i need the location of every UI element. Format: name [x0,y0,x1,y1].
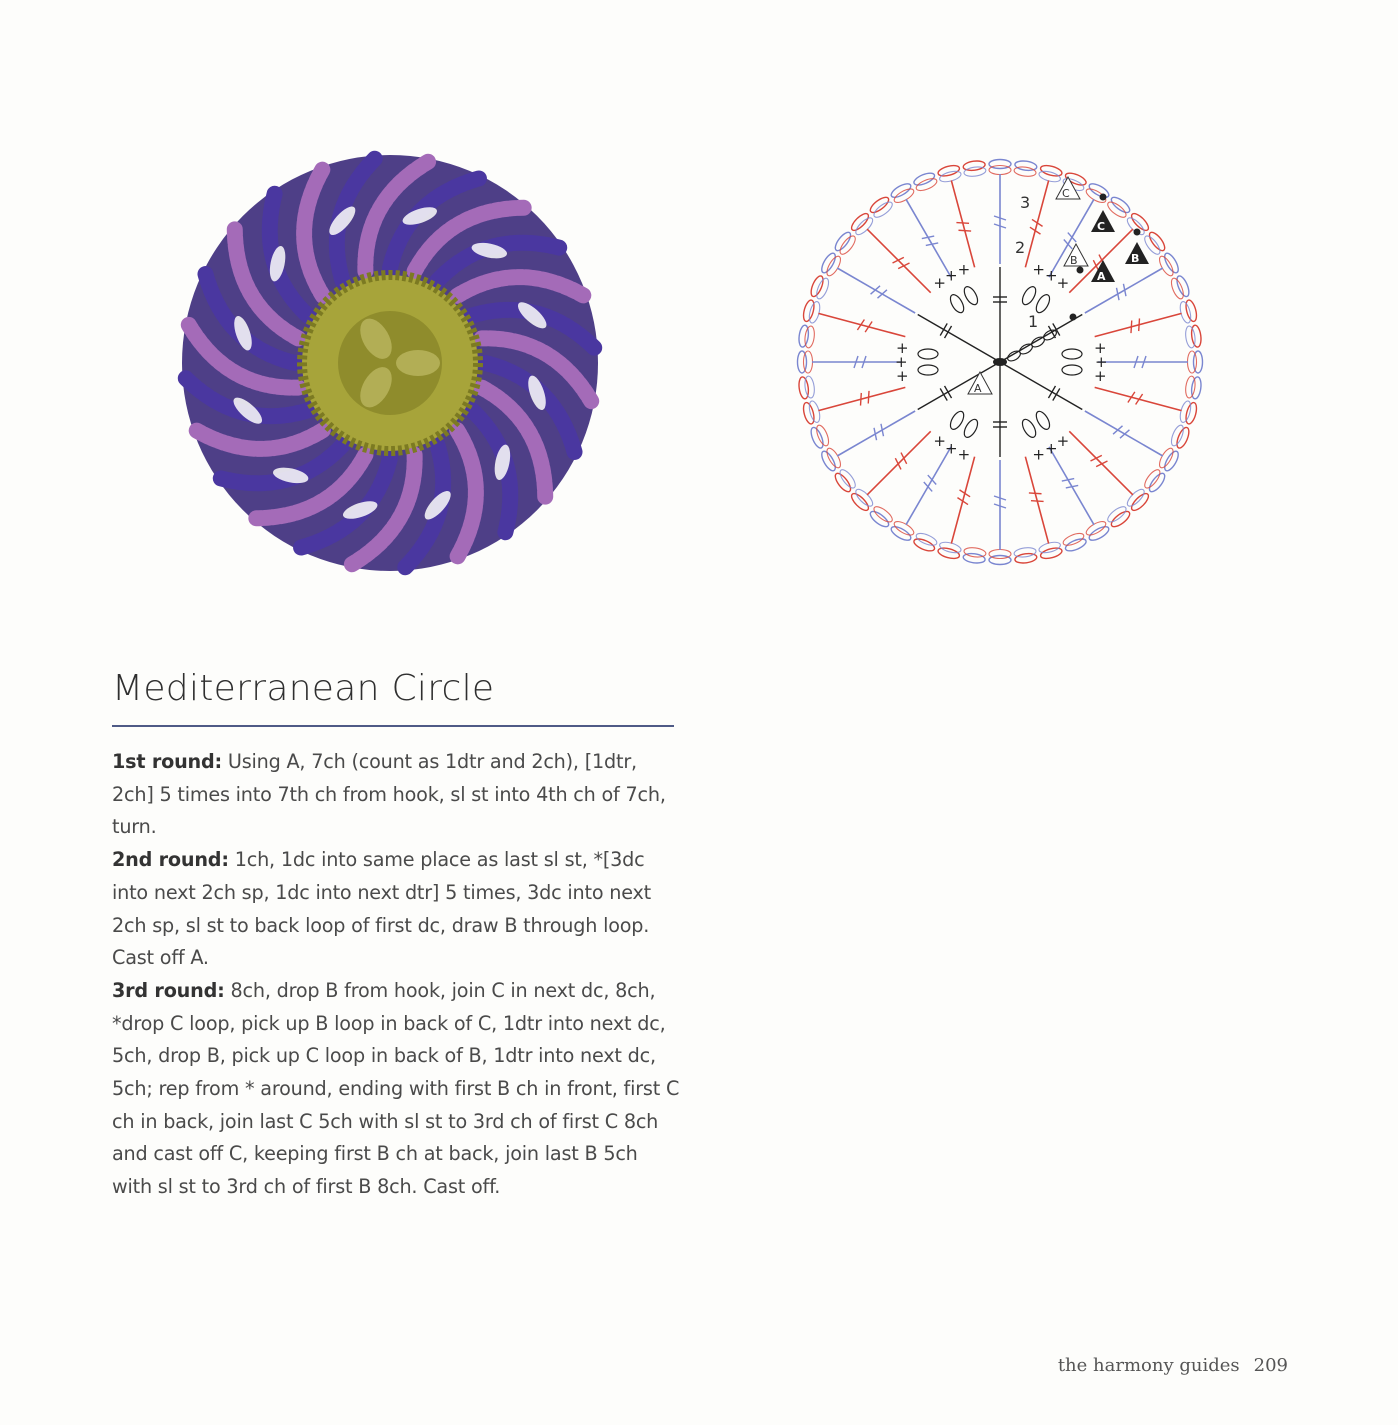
svg-text:C: C [1097,220,1106,233]
round-2-text: 1ch, 1dc into same place as last sl st, *[3dc into next 2ch sp, 1dc into next dtr] 5 times, 3dc into next 2ch sp, sl st to back loop of first dc, draw B through loop. Cast off A. [112,848,651,970]
round-1-label: 1st round: [112,750,222,773]
svg-text:A: A [1097,270,1106,283]
round-number-1: 1 [1028,312,1039,331]
pattern-instructions [112,746,682,1204]
crochet-sample-photo [170,145,610,585]
book-series-name: the harmony guides [1057,1355,1240,1376]
svg-text:+: + [1056,431,1070,450]
crochet-flower [182,155,598,571]
svg-text:+: + [1032,260,1046,279]
svg-text:B: B [1070,254,1078,267]
title-underline [112,725,674,727]
svg-text:+: + [957,445,971,464]
svg-text:A: A [974,382,982,395]
round-number-2: 2 [1015,238,1026,257]
round-2-paragraph [112,844,682,975]
svg-text:+: + [957,260,971,279]
svg-text:+: + [945,266,958,285]
round-1-paragraph [112,746,682,844]
marker-a-outline [968,372,992,395]
svg-text:+: + [933,431,946,450]
round-3-text: 8ch, drop B from hook, join C in next dc, 8ch, *drop C loop, pick up B loop in back of C, 1dtr into next dc, 5ch, drop B, pick up C loop in back of B, 1dtr into next dc, 5ch; rep from * around, ending with first B ch in front, first C ch in back, join last C 5ch with sl st to 3rd ch of first C 8ch and cast off C, keeping first B ch at back, join last B 5ch with sl st to 3rd ch of first B 8ch. Cast off. [112,978,680,1199]
stitch-diagram-graphics [798,160,1203,565]
svg-text:+: + [895,366,909,385]
svg-text:B: B [1131,252,1140,265]
svg-text:+: + [1056,274,1070,293]
svg-text:C: C [1062,187,1070,200]
svg-text:+: + [945,439,958,458]
round-number-3: 3 [1020,193,1031,212]
page-number: 209 [1253,1355,1288,1376]
round-3-paragraph [112,975,682,1204]
svg-text:+: + [1032,445,1046,464]
svg-text:+: + [1094,366,1107,385]
round-2-label: 2nd round: [112,848,229,872]
svg-text:+: + [895,339,909,358]
stitch-diagram [790,140,1220,570]
svg-text:+: + [933,274,946,293]
marker-b-outline [1064,244,1088,267]
round-1-text: Using A, 7ch (count as 1dtr and 2ch), [1dtr, 2ch] 5 times into 7th ch from hook, sl st into 4th ch of 7ch, turn. [112,750,666,839]
svg-text:+: + [895,353,908,371]
marker-c-filled [1091,210,1115,233]
svg-text:+: + [1045,439,1058,458]
svg-text:+: + [1095,353,1108,371]
marker-b-filled [1125,242,1149,265]
round-3-label: 3rd round: [112,978,225,1002]
page-footer [1058,1355,1288,1376]
svg-text:+: + [1094,339,1107,358]
pattern-title: Mediterranean Circle [112,668,495,709]
svg-text:+: + [1045,266,1058,285]
